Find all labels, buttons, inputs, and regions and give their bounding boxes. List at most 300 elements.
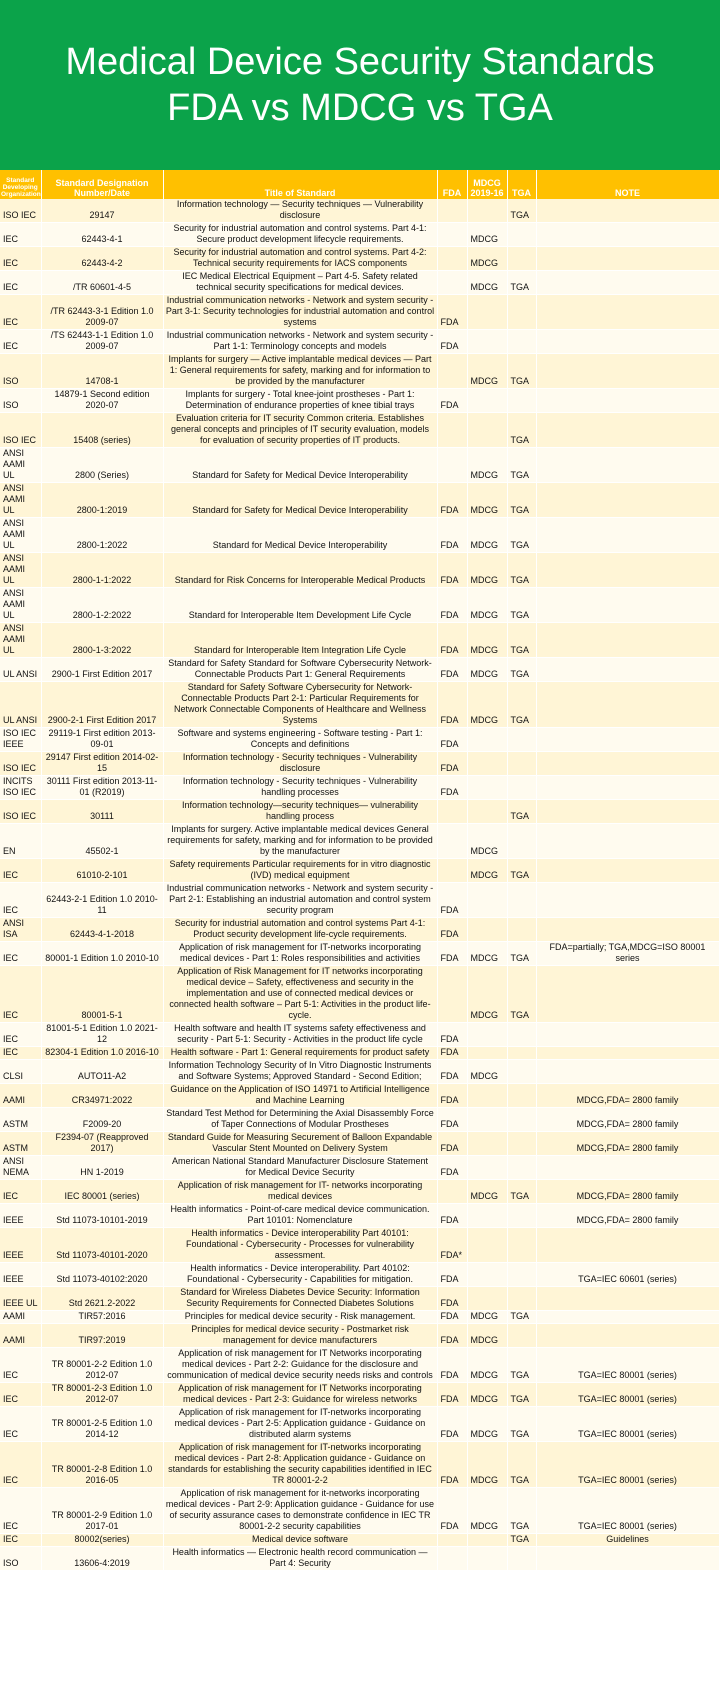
cell-title: Security for industrial automation and control systems Part 4-1: Product security development life-cycle requirements. bbox=[163, 918, 437, 942]
cell-designation: 80002(series) bbox=[41, 1534, 163, 1547]
cell-designation: /TS 62443-1-1 Edition 1.0 2009-07 bbox=[41, 330, 163, 354]
cell-mdcg: MDCG bbox=[467, 588, 507, 623]
cell-mdcg: MDCG bbox=[467, 824, 507, 859]
cell-mdcg bbox=[467, 1047, 507, 1060]
cell-note bbox=[536, 1156, 719, 1180]
cell-fda: FDA bbox=[437, 1287, 467, 1311]
cell-tga: TGA bbox=[507, 271, 536, 295]
cell-title: Application of risk management for IT-networks incorporating medical devices - Part 2-5: Application guidance - Guidance on distributed alarm systems bbox=[163, 1407, 437, 1442]
cell-title: Implants for surgery - Total knee-joint prostheses - Part 1: Determination of endurance properties of knee tibial trays bbox=[163, 389, 437, 413]
table-row bbox=[0, 354, 719, 389]
cell-tga bbox=[507, 223, 536, 247]
cell-tga bbox=[507, 1204, 536, 1228]
cell-org: ANSI NEMA bbox=[0, 1156, 41, 1180]
cell-tga bbox=[507, 1132, 536, 1156]
cell-org: ISO IEC bbox=[0, 199, 41, 223]
cell-fda: FDA bbox=[437, 1407, 467, 1442]
cell-mdcg: MDCG bbox=[467, 271, 507, 295]
cell-org: INCITS ISO IEC bbox=[0, 776, 41, 800]
cell-org: EN bbox=[0, 824, 41, 859]
cell-fda: FDA bbox=[437, 1156, 467, 1180]
cell-org: ANSI ISA bbox=[0, 918, 41, 942]
standards-table bbox=[0, 170, 720, 1571]
cell-title: Industrial communication networks - Network and system security - Part 1-1: Terminology concepts and models bbox=[163, 330, 437, 354]
cell-tga: TGA bbox=[507, 483, 536, 518]
cell-note: TGA=IEC 80001 (series) bbox=[536, 1407, 719, 1442]
cell-note: MDCG,FDA= 2800 family bbox=[536, 1204, 719, 1228]
cell-designation: 30111 bbox=[41, 800, 163, 824]
cell-fda bbox=[437, 824, 467, 859]
table-row bbox=[0, 1263, 719, 1287]
cell-designation: 15408 (series) bbox=[41, 413, 163, 448]
cell-fda bbox=[437, 448, 467, 483]
column-header-mdcg: MDCG 2019-16 bbox=[467, 170, 507, 199]
cell-tga: TGA bbox=[507, 553, 536, 588]
cell-title: Application of Risk Management for IT networks incorporating medical device – Safety, effectiveness and security in the implementation and use of connected medical devices or connected health software – Part 5-1: Activities in the product life-cycle. bbox=[163, 966, 437, 1023]
cell-mdcg: MDCG bbox=[467, 1407, 507, 1442]
cell-tga: TGA bbox=[507, 413, 536, 448]
table-row bbox=[0, 1383, 719, 1407]
cell-tga: TGA bbox=[507, 859, 536, 883]
cell-mdcg bbox=[467, 389, 507, 413]
cell-fda bbox=[437, 1547, 467, 1571]
cell-mdcg: MDCG bbox=[467, 966, 507, 1023]
cell-mdcg bbox=[467, 1132, 507, 1156]
cell-tga bbox=[507, 728, 536, 752]
cell-org: IEC bbox=[0, 1047, 41, 1060]
cell-note bbox=[536, 752, 719, 776]
column-header-note: NOTE bbox=[536, 170, 719, 199]
table-row bbox=[0, 588, 719, 623]
page-title-line-2: FDA vs MDCG vs TGA bbox=[167, 87, 553, 129]
cell-fda: FDA bbox=[437, 1132, 467, 1156]
cell-tga bbox=[507, 1047, 536, 1060]
cell-designation: 82304-1 Edition 1.0 2016-10 bbox=[41, 1047, 163, 1060]
cell-note bbox=[536, 1047, 719, 1060]
cell-note: TGA=IEC 60601 (series) bbox=[536, 1263, 719, 1287]
table-row bbox=[0, 271, 719, 295]
cell-note: FDA=partially; TGA,MDCG=ISO 80001 series bbox=[536, 942, 719, 966]
cell-fda bbox=[437, 1534, 467, 1547]
table-row bbox=[0, 1407, 719, 1442]
cell-title: Standard for Wireless Diabetes Device Security: Information Security Requirements for Connected Diabetes Solutions bbox=[163, 1287, 437, 1311]
cell-title: Information technology - Security techniques - Vulnerability disclosure bbox=[163, 752, 437, 776]
column-header-tga: TGA bbox=[507, 170, 536, 199]
cell-note bbox=[536, 223, 719, 247]
column-header-title: Title of Standard bbox=[163, 170, 437, 199]
table-row bbox=[0, 966, 719, 1023]
cell-title: Information technology - Security techniques - Vulnerability handling processes bbox=[163, 776, 437, 800]
table-body bbox=[0, 199, 719, 1571]
cell-note bbox=[536, 1228, 719, 1263]
cell-tga bbox=[507, 295, 536, 330]
cell-designation: TR 80001-2-8 Edition 1.0 2016-05 bbox=[41, 1442, 163, 1488]
cell-mdcg bbox=[467, 776, 507, 800]
cell-tga bbox=[507, 1287, 536, 1311]
cell-designation: 2800 (Series) bbox=[41, 448, 163, 483]
cell-tga bbox=[507, 1023, 536, 1047]
cell-org: IEC bbox=[0, 1383, 41, 1407]
cell-note: TGA=IEC 80001 (series) bbox=[536, 1442, 719, 1488]
cell-org: IEC bbox=[0, 1407, 41, 1442]
cell-fda bbox=[437, 199, 467, 223]
cell-designation: F2394-07 (Reapproved 2017) bbox=[41, 1132, 163, 1156]
table-row bbox=[0, 448, 719, 483]
cell-title: Standard for Interoperable Item Integration Life Cycle bbox=[163, 623, 437, 658]
cell-fda: FDA bbox=[437, 295, 467, 330]
cell-tga: TGA bbox=[507, 623, 536, 658]
cell-fda bbox=[437, 859, 467, 883]
cell-designation: Std 11073-40102:2020 bbox=[41, 1263, 163, 1287]
cell-note bbox=[536, 271, 719, 295]
cell-tga: TGA bbox=[507, 354, 536, 389]
cell-fda: FDA bbox=[437, 389, 467, 413]
cell-tga: TGA bbox=[507, 588, 536, 623]
cell-title: Standard for Safety for Medical Device Interoperability bbox=[163, 448, 437, 483]
cell-org: ISO IEC bbox=[0, 800, 41, 824]
cell-fda: FDA bbox=[437, 1047, 467, 1060]
cell-fda: FDA bbox=[437, 942, 467, 966]
cell-title: Health informatics - Device interoperability. Part 40102: Foundational - Cybersecurity - Capabilities for mitigation. bbox=[163, 1263, 437, 1287]
table-row bbox=[0, 1547, 719, 1571]
cell-designation: 61010-2-101 bbox=[41, 859, 163, 883]
cell-note bbox=[536, 389, 719, 413]
cell-fda: FDA bbox=[437, 752, 467, 776]
cell-designation: TR 80001-2-5 Edition 1.0 2014-12 bbox=[41, 1407, 163, 1442]
cell-designation: 2900-2-1 First Edition 2017 bbox=[41, 682, 163, 728]
cell-fda: FDA bbox=[437, 588, 467, 623]
cell-designation: TR 80001-2-2 Edition 1.0 2012-07 bbox=[41, 1348, 163, 1383]
cell-tga bbox=[507, 389, 536, 413]
cell-mdcg: MDCG bbox=[467, 942, 507, 966]
table-row bbox=[0, 623, 719, 658]
cell-title: Medical device software bbox=[163, 1534, 437, 1547]
cell-tga bbox=[507, 1156, 536, 1180]
cell-org: ANSI AAMI UL bbox=[0, 448, 41, 483]
cell-fda: FDA bbox=[437, 623, 467, 658]
page-title-line-1: Medical Device Security Standards bbox=[65, 41, 655, 83]
cell-fda: FDA bbox=[437, 918, 467, 942]
cell-designation: 62443-4-2 bbox=[41, 247, 163, 271]
cell-title: Application of risk management for IT-networks incorporating medical devices - Part 1: Roles responsibilities and activities bbox=[163, 942, 437, 966]
cell-note: MDCG,FDA= 2800 family bbox=[536, 1084, 719, 1108]
table-row bbox=[0, 553, 719, 588]
cell-mdcg: MDCG bbox=[467, 1442, 507, 1488]
cell-org: IEC bbox=[0, 1488, 41, 1534]
cell-tga bbox=[507, 918, 536, 942]
cell-tga bbox=[507, 883, 536, 918]
cell-title: Application of risk management for it-networks incorporating medical devices - Part 2-9: Application guidance - Guidance for use of security assurance cases to demonstrate confidence in IEC TR 80001-2-2 security capabilities bbox=[163, 1488, 437, 1534]
cell-tga: TGA bbox=[507, 800, 536, 824]
cell-tga bbox=[507, 1547, 536, 1571]
cell-title: Health informatics - Point-of-care medical device communication. Part 10101: Nomenclature bbox=[163, 1204, 437, 1228]
cell-note bbox=[536, 1547, 719, 1571]
cell-org: IEEE UL bbox=[0, 1287, 41, 1311]
cell-fda: FDA bbox=[437, 1204, 467, 1228]
cell-tga bbox=[507, 1060, 536, 1084]
cell-note bbox=[536, 824, 719, 859]
cell-tga bbox=[507, 330, 536, 354]
cell-designation: 29147 First edition 2014-02-15 bbox=[41, 752, 163, 776]
cell-org: IEC bbox=[0, 223, 41, 247]
table-row bbox=[0, 1534, 719, 1547]
cell-tga: TGA bbox=[507, 1407, 536, 1442]
cell-org: IEC bbox=[0, 330, 41, 354]
cell-fda: FDA bbox=[437, 682, 467, 728]
cell-mdcg bbox=[467, 1547, 507, 1571]
table-row bbox=[0, 1132, 719, 1156]
cell-designation: 62443-2-1 Edition 1.0 2010-11 bbox=[41, 883, 163, 918]
table-row bbox=[0, 859, 719, 883]
table-row bbox=[0, 389, 719, 413]
cell-title: Implants for surgery. Active implantable medical devices General requirements for safety, marking and for information to be provided by the manufacturer bbox=[163, 824, 437, 859]
cell-org: UL ANSI bbox=[0, 658, 41, 682]
cell-note bbox=[536, 918, 719, 942]
cell-note bbox=[536, 658, 719, 682]
cell-note bbox=[536, 1324, 719, 1348]
cell-designation: HN 1-2019 bbox=[41, 1156, 163, 1180]
cell-note bbox=[536, 354, 719, 389]
cell-mdcg: MDCG bbox=[467, 518, 507, 553]
cell-fda: FDA bbox=[437, 518, 467, 553]
cell-title: Evaluation criteria for IT security Common criteria. Establishes general concepts and principles of IT security evaluation, models for evaluation of security properties of IT products. bbox=[163, 413, 437, 448]
table-row bbox=[0, 1488, 719, 1534]
table-header bbox=[0, 170, 719, 199]
cell-title: Standard for Medical Device Interoperability bbox=[163, 518, 437, 553]
cell-fda bbox=[437, 247, 467, 271]
cell-tga bbox=[507, 247, 536, 271]
cell-fda: FDA bbox=[437, 1060, 467, 1084]
cell-mdcg: MDCG bbox=[467, 1348, 507, 1383]
cell-note: TGA=IEC 80001 (series) bbox=[536, 1488, 719, 1534]
cell-org: ANSI AAMI UL bbox=[0, 588, 41, 623]
cell-title: Information Technology Security of In Vitro Diagnostic Instruments and Software Systems; Approved Standard - Second Edition; bbox=[163, 1060, 437, 1084]
cell-fda: FDA bbox=[437, 483, 467, 518]
cell-mdcg bbox=[467, 1204, 507, 1228]
cell-mdcg: MDCG bbox=[467, 859, 507, 883]
cell-note bbox=[536, 883, 719, 918]
cell-note bbox=[536, 859, 719, 883]
cell-fda: FDA bbox=[437, 1023, 467, 1047]
cell-title: Standard for Safety Software Cybersecurity for Network-Connectable Products Part 2-1: Particular Requirements for Network Connectable Components of Healthcare and Wellness Systems bbox=[163, 682, 437, 728]
cell-title: American National Standard Manufacturer Disclosure Statement for Medical Device Security bbox=[163, 1156, 437, 1180]
cell-org: ISO IEC bbox=[0, 752, 41, 776]
cell-tga: TGA bbox=[507, 966, 536, 1023]
cell-org: AAMI bbox=[0, 1311, 41, 1324]
cell-mdcg: MDCG bbox=[467, 1180, 507, 1204]
cell-org: IEC bbox=[0, 883, 41, 918]
table-row bbox=[0, 1204, 719, 1228]
cell-designation: TR 80001-2-3 Edition 1.0 2012-07 bbox=[41, 1383, 163, 1407]
cell-designation: 45502-1 bbox=[41, 824, 163, 859]
table-row bbox=[0, 223, 719, 247]
cell-tga: TGA bbox=[507, 1348, 536, 1383]
cell-org: ANSI AAMI UL bbox=[0, 483, 41, 518]
cell-fda bbox=[437, 413, 467, 448]
cell-fda: FDA bbox=[437, 776, 467, 800]
cell-note: TGA=IEC 80001 (series) bbox=[536, 1348, 719, 1383]
cell-fda: FDA bbox=[437, 1324, 467, 1348]
cell-org: IEC bbox=[0, 1180, 41, 1204]
cell-tga: TGA bbox=[507, 1442, 536, 1488]
cell-mdcg bbox=[467, 1156, 507, 1180]
cell-designation: 2800-1-3:2022 bbox=[41, 623, 163, 658]
cell-fda bbox=[437, 223, 467, 247]
cell-title: Principles for medical device security - Risk management. bbox=[163, 1311, 437, 1324]
cell-title: Health informatics — Electronic health record communication — Part 4: Security bbox=[163, 1547, 437, 1571]
cell-fda bbox=[437, 966, 467, 1023]
cell-note bbox=[536, 800, 719, 824]
cell-title: Health software and health IT systems safety effectiveness and security - Part 5-1: Security - Activities in the product life cycle bbox=[163, 1023, 437, 1047]
cell-tga: TGA bbox=[507, 1488, 536, 1534]
cell-org: ANSI AAMI UL bbox=[0, 553, 41, 588]
cell-tga bbox=[507, 824, 536, 859]
cell-note bbox=[536, 295, 719, 330]
table-row bbox=[0, 1287, 719, 1311]
cell-title: Standard for Safety Standard for Software Cybersecurity Network-Connectable Products Part 1: General Requirements bbox=[163, 658, 437, 682]
cell-note: Guidelines bbox=[536, 1534, 719, 1547]
table-row bbox=[0, 728, 719, 752]
table-row bbox=[0, 824, 719, 859]
cell-org: IEC bbox=[0, 859, 41, 883]
cell-designation: F2009-20 bbox=[41, 1108, 163, 1132]
cell-org: IEEE bbox=[0, 1228, 41, 1263]
cell-mdcg: MDCG bbox=[467, 553, 507, 588]
table-row bbox=[0, 199, 719, 223]
cell-mdcg: MDCG bbox=[467, 658, 507, 682]
cell-fda bbox=[437, 800, 467, 824]
table-row bbox=[0, 1442, 719, 1488]
cell-org: IEC bbox=[0, 295, 41, 330]
cell-note bbox=[536, 1287, 719, 1311]
cell-designation: 80001-5-1 bbox=[41, 966, 163, 1023]
cell-note bbox=[536, 728, 719, 752]
cell-mdcg bbox=[467, 1263, 507, 1287]
cell-title: Standard for Safety for Medical Device Interoperability bbox=[163, 483, 437, 518]
cell-org: AAMI bbox=[0, 1084, 41, 1108]
table-row bbox=[0, 1060, 719, 1084]
cell-org: UL ANSI bbox=[0, 682, 41, 728]
cell-note bbox=[536, 623, 719, 658]
cell-tga: TGA bbox=[507, 448, 536, 483]
cell-mdcg: MDCG bbox=[467, 483, 507, 518]
cell-tga bbox=[507, 1263, 536, 1287]
cell-note: MDCG,FDA= 2800 family bbox=[536, 1180, 719, 1204]
cell-mdcg bbox=[467, 800, 507, 824]
cell-designation: 2800-1-2:2022 bbox=[41, 588, 163, 623]
cell-mdcg: MDCG bbox=[467, 1060, 507, 1084]
cell-title: Standard for Risk Concerns for Interoperable Medical Products bbox=[163, 553, 437, 588]
cell-fda: FDA bbox=[437, 1348, 467, 1383]
cell-designation: 30111 First edition 2013-11-01 (R2019) bbox=[41, 776, 163, 800]
cell-title: IEC Medical Electrical Equipment – Part 4-5. Safety related technical security specifications for medical devices. bbox=[163, 271, 437, 295]
table-row bbox=[0, 918, 719, 942]
cell-designation: 2900-1 First Edition 2017 bbox=[41, 658, 163, 682]
cell-title: Application of risk management for IT Networks incorporating medical devices - Part 2-3: Guidance for wireless networks bbox=[163, 1383, 437, 1407]
cell-org: IEC bbox=[0, 1348, 41, 1383]
cell-mdcg bbox=[467, 1084, 507, 1108]
cell-note bbox=[536, 330, 719, 354]
cell-note bbox=[536, 1060, 719, 1084]
cell-mdcg bbox=[467, 330, 507, 354]
cell-title: Safety requirements Particular requirements for in vitro diagnostic (IVD) medical equipment bbox=[163, 859, 437, 883]
cell-note: MDCG,FDA= 2800 family bbox=[536, 1108, 719, 1132]
cell-note bbox=[536, 247, 719, 271]
table-row bbox=[0, 752, 719, 776]
table-row bbox=[0, 1228, 719, 1263]
cell-designation: 2800-1:2019 bbox=[41, 483, 163, 518]
cell-note bbox=[536, 588, 719, 623]
cell-org: ANSI AAMI UL bbox=[0, 518, 41, 553]
cell-org: ISO bbox=[0, 389, 41, 413]
cell-org: ASTM bbox=[0, 1108, 41, 1132]
table-row bbox=[0, 682, 719, 728]
cell-org: ISO bbox=[0, 354, 41, 389]
cell-designation: 14708-1 bbox=[41, 354, 163, 389]
cell-note bbox=[536, 448, 719, 483]
column-header-fda: FDA bbox=[437, 170, 467, 199]
cell-fda: FDA bbox=[437, 883, 467, 918]
cell-mdcg: MDCG bbox=[467, 448, 507, 483]
cell-org: ISO IEC IEEE bbox=[0, 728, 41, 752]
cell-fda bbox=[437, 271, 467, 295]
cell-title: Security for industrial automation and control systems. Part 4-1: Secure product development lifecycle requirements. bbox=[163, 223, 437, 247]
cell-tga: TGA bbox=[507, 682, 536, 728]
table-row bbox=[0, 883, 719, 918]
cell-org: CLSI bbox=[0, 1060, 41, 1084]
cell-mdcg bbox=[467, 752, 507, 776]
cell-tga bbox=[507, 1228, 536, 1263]
cell-designation: 62443-4-1-2018 bbox=[41, 918, 163, 942]
cell-title: Health informatics - Device interoperability Part 40101: Foundational - Cybersecurity - Processes for vulnerability assessment. bbox=[163, 1228, 437, 1263]
table-row bbox=[0, 1047, 719, 1060]
cell-tga: TGA bbox=[507, 1383, 536, 1407]
cell-note bbox=[536, 483, 719, 518]
cell-designation: 29147 bbox=[41, 199, 163, 223]
cell-designation: Std 2621.2-2022 bbox=[41, 1287, 163, 1311]
cell-note bbox=[536, 776, 719, 800]
cell-tga: TGA bbox=[507, 1311, 536, 1324]
table-row bbox=[0, 413, 719, 448]
cell-fda: FDA bbox=[437, 1311, 467, 1324]
cell-note bbox=[536, 199, 719, 223]
cell-org: IEEE bbox=[0, 1263, 41, 1287]
cell-title: Information technology—security techniques— vulnerability handling process bbox=[163, 800, 437, 824]
cell-designation: 14879-1 Second edition 2020-07 bbox=[41, 389, 163, 413]
cell-org: IEC bbox=[0, 966, 41, 1023]
cell-tga bbox=[507, 1084, 536, 1108]
cell-mdcg: MDCG bbox=[467, 247, 507, 271]
cell-mdcg: MDCG bbox=[467, 1311, 507, 1324]
cell-designation: 2800-1:2022 bbox=[41, 518, 163, 553]
table-row bbox=[0, 1324, 719, 1348]
cell-mdcg: MDCG bbox=[467, 354, 507, 389]
cell-designation: IEC 80001 (series) bbox=[41, 1180, 163, 1204]
cell-note bbox=[536, 553, 719, 588]
cell-fda: FDA bbox=[437, 1442, 467, 1488]
cell-title: Industrial communication networks - Network and system security - Part 2-1: Establishing an industrial automation and control system security program bbox=[163, 883, 437, 918]
cell-title: Guidance on the Application of ISO 14971 to Artificial Intelligence and Machine Learning bbox=[163, 1084, 437, 1108]
cell-tga bbox=[507, 776, 536, 800]
table-row bbox=[0, 658, 719, 682]
table-row bbox=[0, 942, 719, 966]
column-header-org: Standard Developing Organization bbox=[0, 170, 41, 199]
cell-designation: 13606-4:2019 bbox=[41, 1547, 163, 1571]
cell-org: AAMI bbox=[0, 1324, 41, 1348]
cell-mdcg bbox=[467, 199, 507, 223]
cell-designation: /TR 62443-3-1 Edition 1.0 2009-07 bbox=[41, 295, 163, 330]
cell-title: Standard for Interoperable Item Development Life Cycle bbox=[163, 588, 437, 623]
